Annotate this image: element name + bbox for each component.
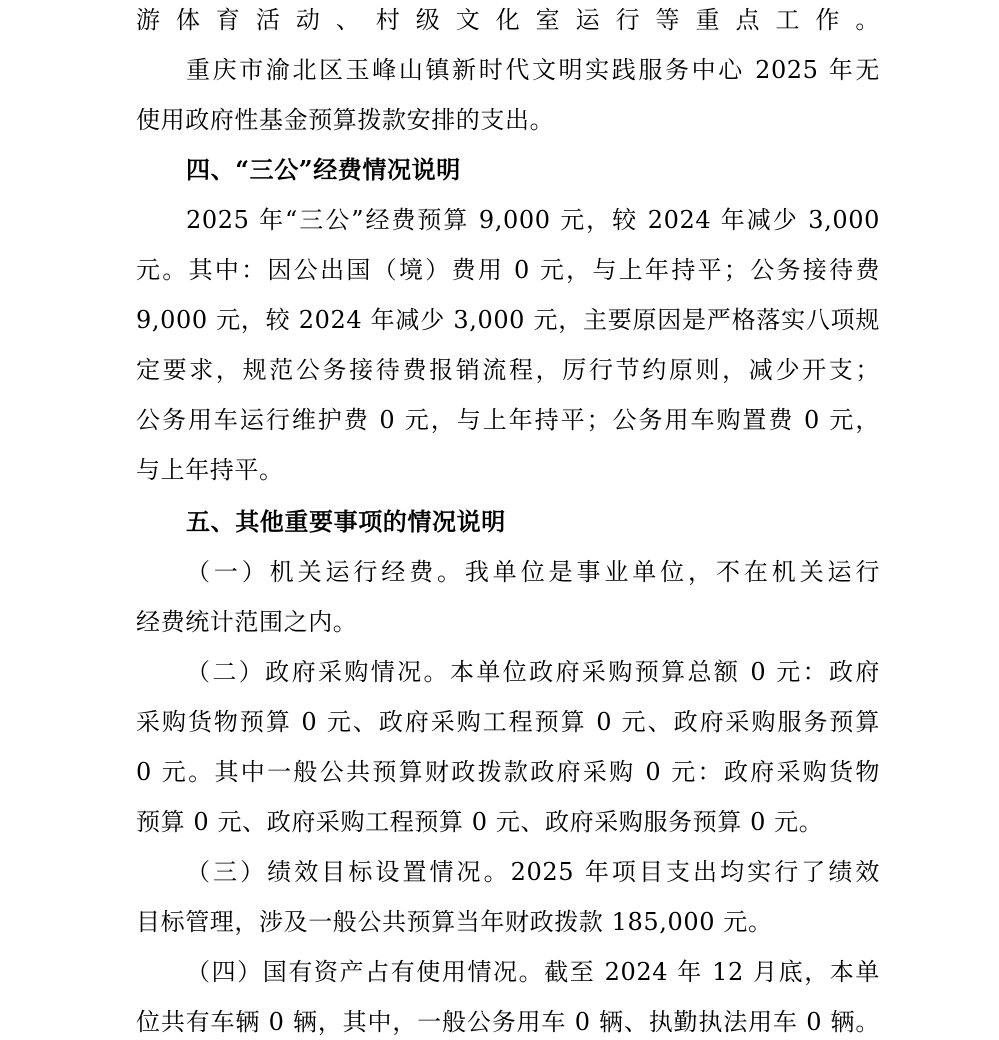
paragraph-line: 采购货物预算 0 元、政府采购工程预算 0 元、政府采购服务预算	[136, 708, 880, 736]
paragraph-line: 0 元。其中一般公共预算财政拨款政府采购 0 元：政府采购货物	[136, 758, 880, 786]
paragraph-line: （三）绩效目标设置情况。2025 年项目支出均实行了绩效	[186, 858, 880, 886]
paragraph-line: 位共有车辆 0 辆，其中，一般公务用车 0 辆、执勤执法用车 0 辆。	[136, 1008, 880, 1036]
paragraph-line: 定要求，规范公务接待费报销流程，厉行节约原则，减少开支；	[136, 356, 880, 384]
paragraph-line: 预算 0 元、政府采购工程预算 0 元、政府采购服务预算 0 元。	[136, 808, 824, 836]
paragraph-line: （一）机关运行经费。我单位是事业单位，不在机关运行	[186, 558, 880, 586]
paragraph-line: 重庆市渝北区玉峰山镇新时代文明实践服务中心 2025 年无	[186, 56, 880, 84]
paragraph-line: （二）政府采购情况。本单位政府采购预算总额 0 元：政府	[186, 658, 880, 686]
paragraph-line: 元。其中：因公出国（境）费用 0 元，与上年持平；公务接待费	[136, 256, 880, 284]
section-heading-3: 四、“三公”经费情况说明	[186, 155, 461, 184]
paragraph-line: 公务用车运行维护费 0 元，与上年持平；公务用车购置费 0 元，	[136, 406, 880, 434]
paragraph-line: 经费统计范围之内。	[136, 608, 358, 636]
paragraph-line: （四）国有资产占有使用情况。截至 2024 年 12 月底，本单	[186, 958, 880, 986]
paragraph-line: 9,000 元，较 2024 年减少 3,000 元，主要原因是严格落实八项规	[136, 306, 880, 334]
paragraph-line: 目标管理，涉及一般公共预算当年财政拨款 185,000 元。	[136, 908, 773, 936]
paragraph-line: 游体育活动、村级文化室运行等重点工作。	[136, 6, 880, 34]
paragraph-line: 与上年持平。	[136, 456, 284, 484]
paragraph-line: 2025 年“三公”经费预算 9,000 元，较 2024 年减少 3,000	[186, 206, 880, 234]
paragraph-line: 使用政府性基金预算拨款安排的支出。	[136, 106, 555, 134]
section-heading-4: 五、其他重要事项的情况说明	[186, 507, 506, 536]
